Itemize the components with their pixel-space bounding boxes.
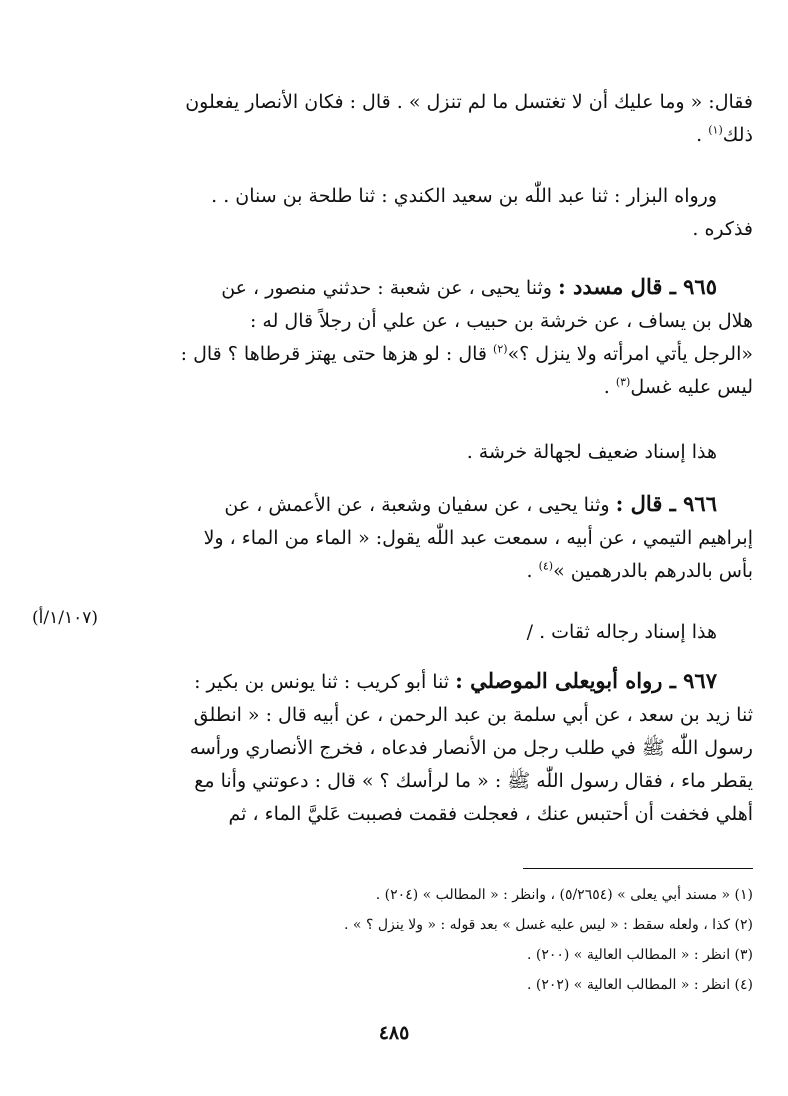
footnote-ref[interactable]: (٢) [493, 342, 508, 356]
text-fragment: وثنا يحيى ، عن سفيان وشعبة ، عن الأعمش ، عن [224, 494, 616, 516]
hadith-number: ٩٦٦ ـ قال : [615, 491, 717, 516]
text-fragment: . [603, 376, 616, 398]
hadith-965 [33, 270, 753, 404]
footnote-ref[interactable]: (١) [708, 123, 723, 137]
footnote-3: (٣) انظر : « المطالب العالية » (٢٠٠) . [526, 947, 753, 963]
text-fragment: ذلك [722, 124, 753, 146]
text-line: إبراهيم التيمي ، عن أبيه ، سمعت عبد اللّٰه يقول: « الماء من الماء ، ولا [203, 527, 753, 549]
text-line [33, 119, 753, 152]
paragraph-grading-965 [33, 436, 753, 469]
paragraph-fuqal [33, 86, 753, 152]
paragraph-grading-966 [33, 616, 753, 649]
page-number: ٤٨٥ [378, 1022, 410, 1044]
paragraph-bazzar [33, 180, 753, 246]
hadith-number: ٩٦٥ ـ قال مسدد : [557, 274, 717, 299]
text-line: ورواه البزار : ثنا عبد اللّٰه بن سعيد الكندي : ثنا طلحة بن سنان . . [211, 185, 717, 207]
footnote-1: (١) « مسند أبي يعلى » (٥/٢٦٥٤) ، وانظر : « المطالب » (٢٠٤) . [375, 887, 753, 903]
text-line: رسول اللّٰه ﷺ في طلب رجل من الأنصار فدعاه ، فخرج الأنصاري ورأسه [189, 737, 753, 759]
manuscript-folio-note: (١/١٠٧/أ) [32, 608, 98, 628]
text-fragment: «الرجل يأتي امرأته ولا ينزل ؟» [507, 343, 753, 365]
text-line [33, 270, 753, 305]
text-fragment: . [696, 124, 709, 146]
text-fragment: قال : لو هزها حتى يهتز قرطاها ؟ قال : [180, 343, 494, 365]
text-line: هلال بن يساف ، عن خرشة بن حبيب ، عن علي أن رجلاً قال له : [249, 310, 753, 332]
text-line: فذكره . [692, 218, 753, 240]
text-fragment: وثنا يحيى ، عن شعبة : حدثني منصور ، عن [221, 277, 558, 299]
text-line: ثنا زيد بن سعد ، عن أبي سلمة بن عبد الرحمن ، عن أبيه قال : « انطلق [193, 704, 753, 726]
footnote-2: (٢) كذا ، ولعله سقط : « ليس عليه غسل » بعد قوله : « ولا ينزل ؟ » . [344, 917, 753, 933]
text-line [33, 664, 753, 699]
footnotes [33, 880, 753, 1000]
footnote-ref[interactable]: (٤) [538, 559, 554, 573]
hadith-967 [33, 664, 753, 831]
text-line: يقطر ماء ، فقال رسول اللّٰه ﷺ : « ما لرأسك ؟ » قال : دعوتني وأنا مع [194, 770, 753, 792]
footnote-4: (٤) انظر : « المطالب العالية » (٢٠٢) . [526, 977, 753, 993]
text-line [33, 371, 753, 404]
text-fragment: ثنا أبو كريب : ثنا يونس بن بكير : [194, 671, 456, 693]
text-line [33, 338, 753, 371]
text-fragment: ليس عليه غسل [630, 376, 753, 398]
text-fragment: بأس بالدرهم بالدرهمين » [553, 560, 753, 582]
hadith-966 [33, 487, 753, 588]
text-line: هذا إسناد رجاله ثقات . / [526, 621, 717, 643]
text-line [33, 487, 753, 522]
text-line [33, 555, 753, 588]
text-fragment: . [526, 560, 539, 582]
hadith-number: ٩٦٧ ـ رواه أبويعلى الموصلي : [455, 668, 717, 693]
footnote-ref[interactable]: (٣) [615, 375, 631, 389]
text-line: أهلي فخفت أن أحتبس عنك ، فعجلت فقمت فصببت عَليَّ الماء ، ثم [228, 803, 753, 825]
text-line: هذا إسناد ضعيف لجهالة خرشة . [466, 441, 717, 463]
footnote-separator [523, 868, 753, 869]
text-line: فقال: « وما عليك أن لا تغتسل ما لم تنزل » . قال : فكان الأنصار يفعلون [185, 91, 753, 113]
